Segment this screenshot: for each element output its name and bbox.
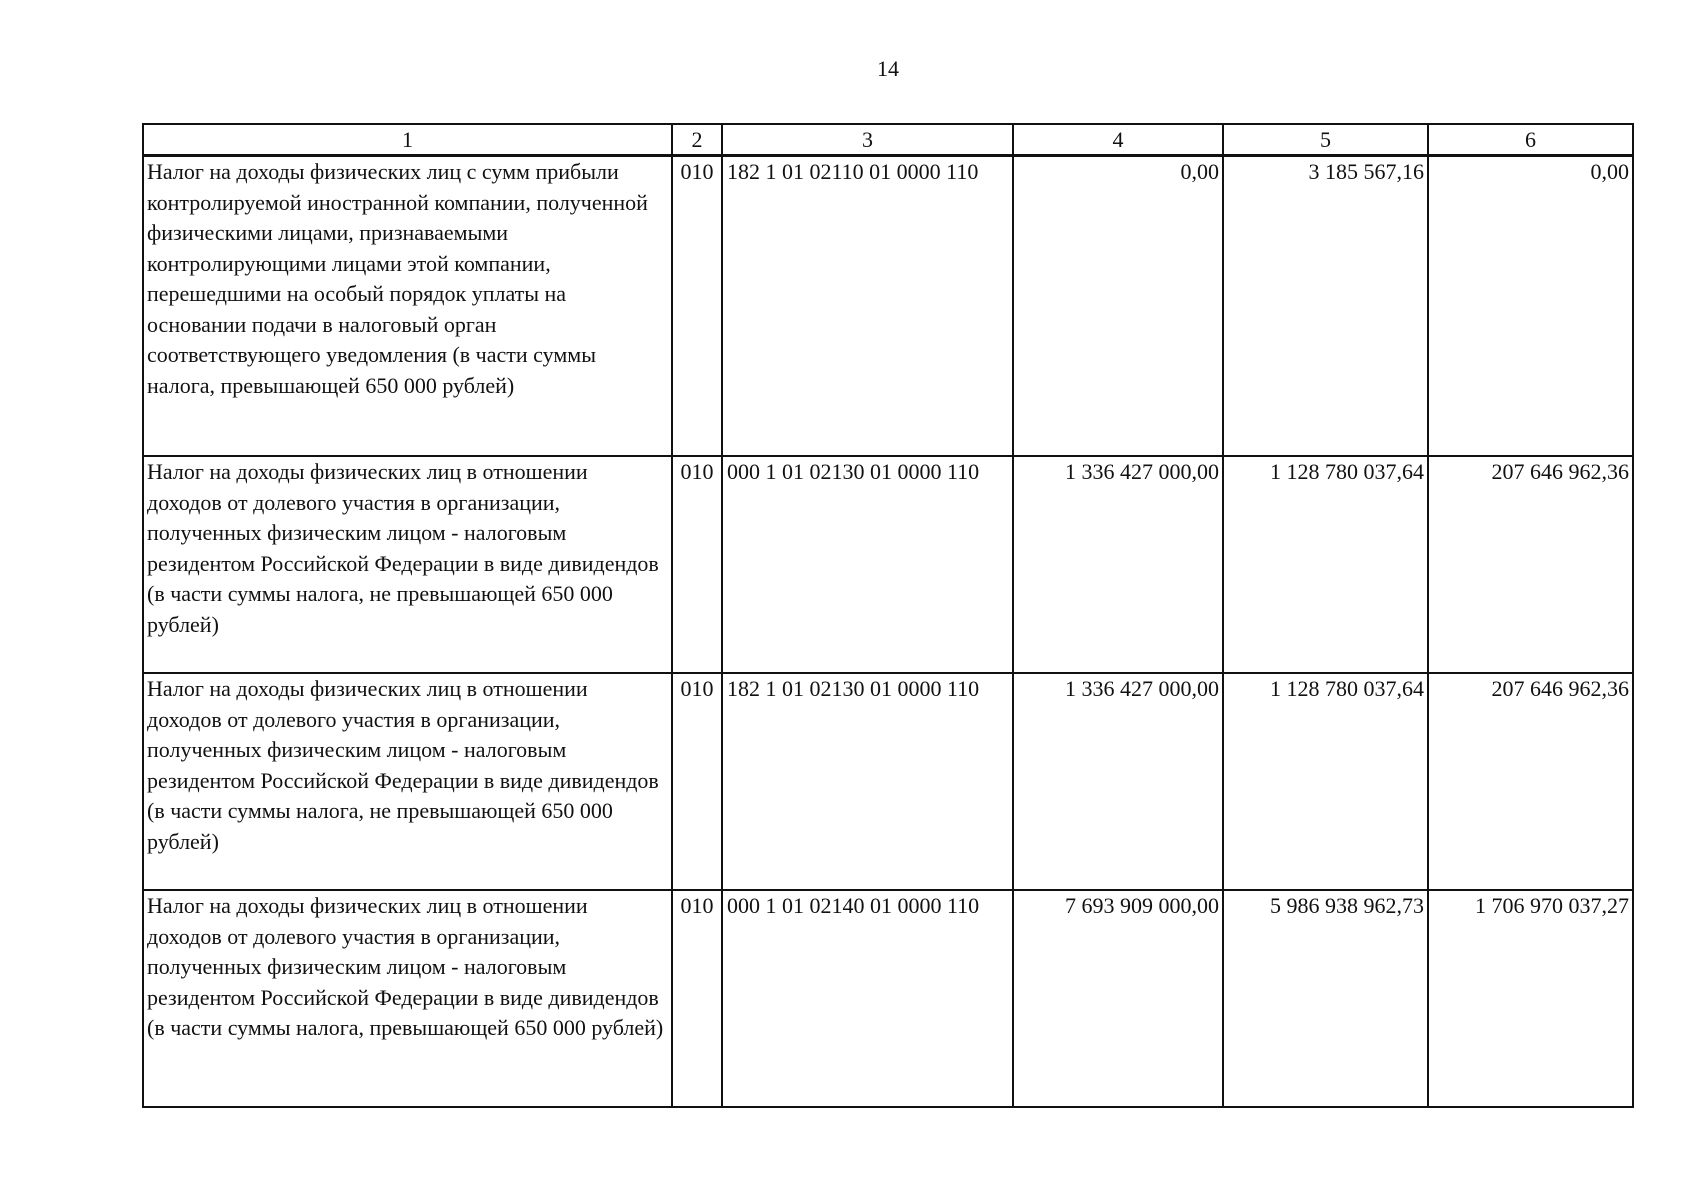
row-description: Налог на доходы физических лиц с сумм прибыли контролируемой иностранной компании, полученной физическими лицами, признаваемыми контролирующими лицами этой компании, перешедшими на особый порядок уплаты на основании подачи в налоговый орган соответствующего уведомления (в части суммы налога, превышающей 650 000 рублей) bbox=[143, 156, 672, 457]
row-value-col6: 207 646 962,36 bbox=[1428, 456, 1633, 673]
table-row bbox=[143, 673, 1633, 890]
row-description: Налог на доходы физических лиц в отношении доходов от долевого участия в организации, полученных физическим лицом - налоговым резидентом Российской Федерации в виде дивидендов (в части суммы налога, превышающей 650 000 рублей) bbox=[143, 890, 672, 1107]
table-header-row bbox=[143, 124, 1633, 156]
table-row bbox=[143, 456, 1633, 673]
row-value-col4: 1 336 427 000,00 bbox=[1013, 456, 1223, 673]
row-value-col4: 1 336 427 000,00 bbox=[1013, 673, 1223, 890]
row-budget-code: 182 1 01 02110 01 0000 110 bbox=[722, 156, 1013, 457]
column-header-6: 6 bbox=[1428, 124, 1633, 156]
row-value-col6: 207 646 962,36 bbox=[1428, 673, 1633, 890]
row-line-code: 010 bbox=[672, 673, 722, 890]
row-value-col4: 0,00 bbox=[1013, 156, 1223, 457]
row-value-col6: 0,00 bbox=[1428, 156, 1633, 457]
row-value-col5: 3 185 567,16 bbox=[1223, 156, 1428, 457]
column-header-2: 2 bbox=[672, 124, 722, 156]
row-line-code: 010 bbox=[672, 890, 722, 1107]
table-row bbox=[143, 890, 1633, 1107]
row-value-col5: 1 128 780 037,64 bbox=[1223, 456, 1428, 673]
table-row bbox=[143, 156, 1633, 457]
row-description: Налог на доходы физических лиц в отношении доходов от долевого участия в организации, полученных физическим лицом - налоговым резидентом Российской Федерации в виде дивидендов (в части суммы налога, не превышающей 650 000 рублей) bbox=[143, 456, 672, 673]
row-budget-code: 182 1 01 02130 01 0000 110 bbox=[722, 673, 1013, 890]
column-header-3: 3 bbox=[722, 124, 1013, 156]
row-value-col4: 7 693 909 000,00 bbox=[1013, 890, 1223, 1107]
row-line-code: 010 bbox=[672, 456, 722, 673]
budget-table bbox=[142, 123, 1634, 1108]
row-line-code: 010 bbox=[672, 156, 722, 457]
row-budget-code: 000 1 01 02140 01 0000 110 bbox=[722, 890, 1013, 1107]
row-value-col5: 5 986 938 962,73 bbox=[1223, 890, 1428, 1107]
column-header-1: 1 bbox=[143, 124, 672, 156]
row-budget-code: 000 1 01 02130 01 0000 110 bbox=[722, 456, 1013, 673]
row-value-col5: 1 128 780 037,64 bbox=[1223, 673, 1428, 890]
column-header-5: 5 bbox=[1223, 124, 1428, 156]
page-number: 14 bbox=[877, 56, 899, 81]
row-description: Налог на доходы физических лиц в отношении доходов от долевого участия в организации, полученных физическим лицом - налоговым резидентом Российской Федерации в виде дивидендов (в части суммы налога, не превышающей 650 000 рублей) bbox=[143, 673, 672, 890]
column-header-4: 4 bbox=[1013, 124, 1223, 156]
row-value-col6: 1 706 970 037,27 bbox=[1428, 890, 1633, 1107]
